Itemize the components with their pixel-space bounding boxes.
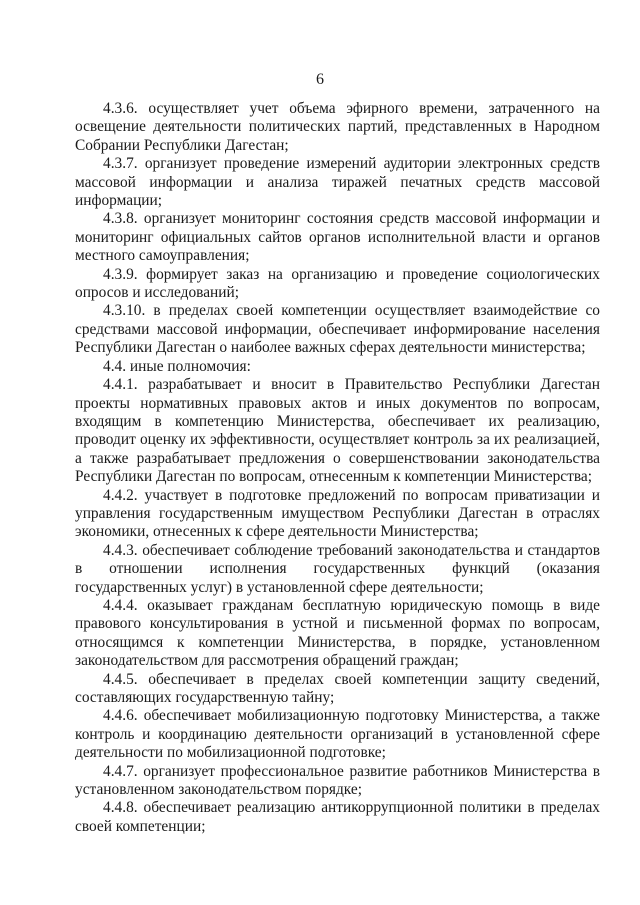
paragraph-4-4-1: 4.4.1. разрабатывает и вносит в Правительство Республики Дагестан проекты нормативных правовых актов и иных документов по вопросам, входящим в компетенцию Министерства, обеспечивает их реализацию, проводит оценку их эффективности, осуществляет контроль за их реализацией, а также разрабатывает предложения о совершенствовании законодательства Республики Дагестан по вопросам, отнесенным к компетенции Министерства; — [75, 376, 600, 486]
section-heading-4-4: 4.4. иные полномочия: — [103, 357, 251, 375]
paragraph-4-4-4: 4.4.4. оказывает гражданам бесплатную юридическую помощь в виде правового консультирования в устной и письменной формах по вопросам, относящимся к компетенции Министерства, в порядке, установленном законодательством для рассмотрения обращений граждан; — [75, 596, 600, 670]
paragraph-4-3-8: 4.3.8. организует мониторинг состояния средств массовой информации и мониторинг официальных сайтов органов исполнительной власти и органов местного самоуправления; — [75, 210, 600, 265]
paragraph-4-4-7: 4.4.7. организует профессиональное развитие работников Министерства в установленном законодательством порядке; — [75, 762, 600, 799]
paragraph-4-3-9: 4.3.9. формирует заказ на организацию и проведение социологических опросов и исследований; — [75, 265, 600, 302]
paragraph-4-4-3: 4.4.3. обеспечивает соблюдение требований законодательства и стандартов в отношении исполнения государственных функций (оказания государственных услуг) в установленной сфере деятельности; — [75, 541, 600, 596]
document-body — [75, 100, 600, 836]
page-number: 6 — [316, 71, 324, 88]
paragraph-4-3-10: 4.3.10. в пределах своей компетенции осуществляет взаимодействие со средствами массовой информации, обеспечивает информирование населения Республики Дагестан о наиболее важных сферах деятельности министерства; — [75, 302, 600, 357]
paragraph-4-4-5: 4.4.5. обеспечивает в пределах своей компетенции защиту сведений, составляющих государственную тайну; — [75, 670, 600, 706]
paragraph-4-4-2: 4.4.2. участвует в подготовке предложений по вопросам приватизации и управления государственным имуществом Республики Дагестан в отраслях экономики, отнесенных к сфере деятельности Министерства; — [75, 486, 600, 541]
paragraph-4-3-6: 4.3.6. осуществляет учет объема эфирного времени, затраченного на освещение деятельности политических партий, представленных в Народном Собрании Республики Дагестан; — [75, 100, 600, 154]
paragraph-4-4-8: 4.4.8. обеспечивает реализацию антикоррупционной политики в пределах своей компетенции; — [75, 799, 600, 835]
paragraph-4-4-6: 4.4.6. обеспечивает мобилизационную подготовку Министерства, а также контроль и координацию деятельности организаций в установленной сфере деятельности по мобилизационной подготовке; — [75, 707, 600, 762]
paragraph-4-3-7: 4.3.7. организует проведение измерений аудитории электронных средств массовой информации и анализа тиражей печатных средств массовой информации; — [75, 155, 600, 210]
